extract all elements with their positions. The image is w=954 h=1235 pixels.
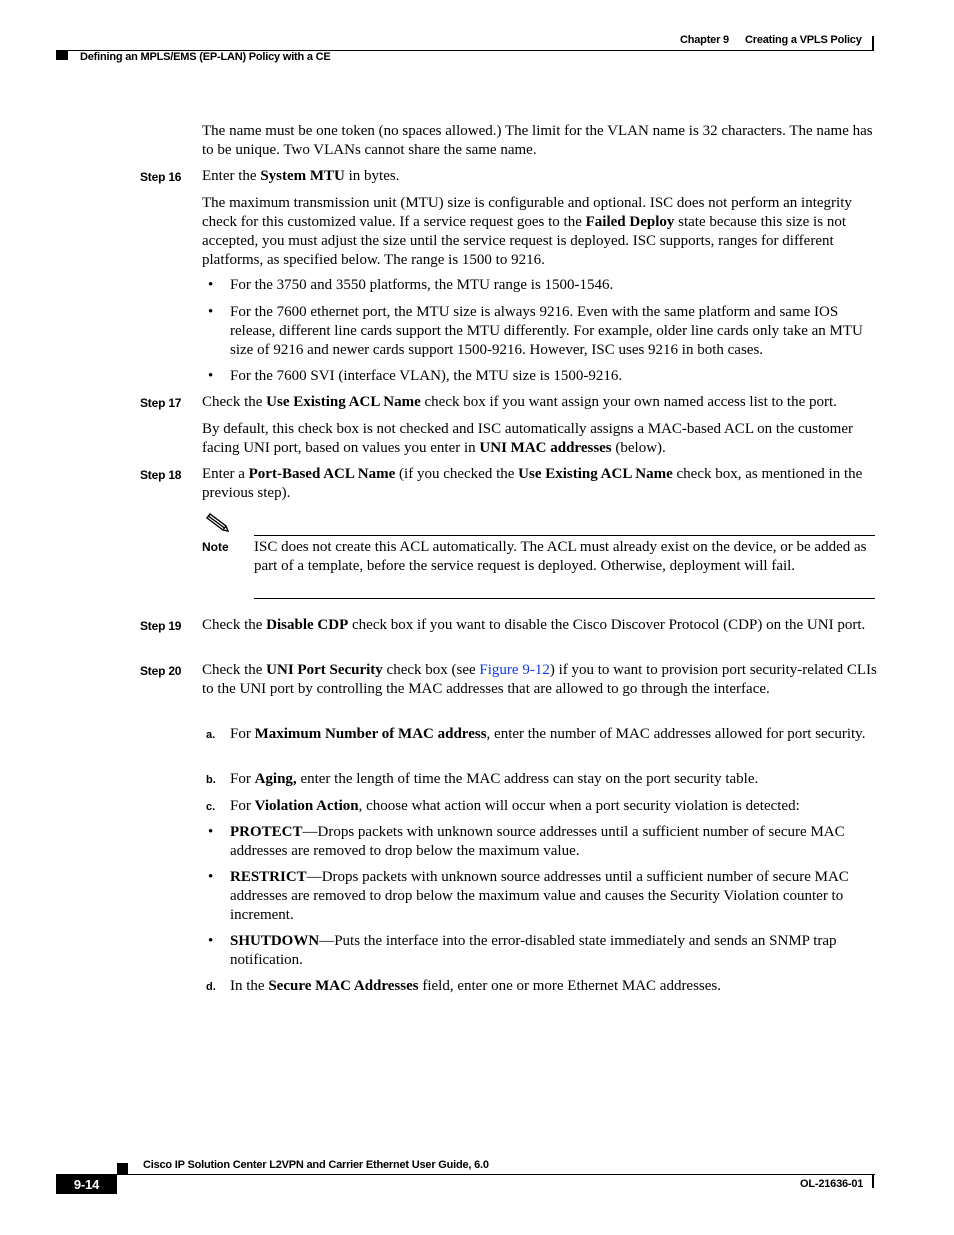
mtu-bullet-1: For the 3750 and 3550 platforms, the MTU range is 1500-1546. bbox=[230, 277, 614, 293]
intro-paragraph: The name must be one token (no spaces allowed.) The limit for the VLAN name is 32 characters. The name has to be unique. Two VLANs cannot share the same name. bbox=[202, 123, 873, 158]
step-16-instruction: Enter the System MTU in bytes. bbox=[202, 168, 400, 184]
header-chapter: Chapter 9 bbox=[680, 34, 729, 46]
footer-rule-right-tick bbox=[872, 1174, 874, 1188]
header-section: Defining an MPLS/EMS (EP-LAN) Policy with a CE bbox=[80, 51, 331, 63]
bullet-icon: • bbox=[208, 933, 214, 949]
action-shutdown: SHUTDOWN—Puts the interface into the error-disabled state immediately and sends an SNMP trap notification. bbox=[230, 933, 837, 968]
substep-c-label: c. bbox=[206, 801, 216, 813]
step-17-instruction: Check the Use Existing ACL Name check box if you want assign your own named access list to the port. bbox=[202, 394, 837, 410]
note-bottom-rule bbox=[254, 598, 875, 599]
mtu-bullet-2: For the 7600 ethernet port, the MTU size is always 9216. Even with the same platform and same IOS release, different line cards support the MTU differently. For example, older line cards only take an MTU size of 9216 and newer cards support 1500-9216. However, ISC uses 9216 in both cases. bbox=[230, 304, 863, 358]
header-chapter-title: Creating a VPLS Policy bbox=[745, 34, 862, 46]
step-16-label: Step 16 bbox=[140, 170, 182, 184]
note-top-rule bbox=[254, 535, 875, 536]
substep-b-label: b. bbox=[206, 774, 216, 786]
step-18-instruction: Enter a Port-Based ACL Name (if you checked the Use Existing ACL Name check box, as mentioned in the previous step). bbox=[202, 466, 863, 501]
step-16-paragraph: The maximum transmission unit (MTU) size is configurable and optional. ISC does not perform an integrity check for this customized value. If a service request goes to the Failed Deploy state because this size is not accepted, you must adjust the size until the service request is deployed. ISC supports, ranges for different platforms, as specified below. The range is 1500 to 9216. bbox=[202, 195, 852, 268]
note-text: ISC does not create this ACL automatically. The ACL must already exist on the device, or be added as part of a template, before the service request is deployed. Otherwise, deployment will fail. bbox=[254, 539, 867, 574]
bullet-icon: • bbox=[208, 304, 214, 320]
footer-page-number: 9-14 bbox=[73, 1177, 100, 1192]
step-20-label: Step 20 bbox=[140, 664, 182, 678]
bullet-icon: • bbox=[208, 869, 214, 885]
note-label: Note bbox=[202, 540, 229, 554]
step-19-instruction: Check the Disable CDP check box if you want to disable the Cisco Discover Protocol (CDP) on the UNI port. bbox=[202, 617, 866, 633]
action-protect: PROTECT—Drops packets with unknown source addresses until a sufficient number of secure MAC addresses are removed to drop below the maximum value. bbox=[230, 824, 845, 859]
substep-b-text: For Aging, enter the length of time the MAC address can stay on the port security table. bbox=[230, 771, 759, 787]
substep-c-text: For Violation Action, choose what action will occur when a port security violation is detected: bbox=[230, 798, 800, 814]
footer-guide-title: Cisco IP Solution Center L2VPN and Carrier Ethernet User Guide, 6.0 bbox=[143, 1159, 489, 1171]
bullet-icon: • bbox=[208, 277, 214, 293]
figure-9-12-link[interactable]: Figure 9-12 bbox=[479, 662, 550, 678]
step-20-instruction: Check the UNI Port Security check box (see Figure 9-12) if you to want to provision port security-related CLIs to the UNI port by controlling the MAC addresses that are allowed to go through the interface. bbox=[202, 662, 877, 697]
mtu-bullet-3: For the 7600 SVI (interface VLAN), the MTU size is 1500-9216. bbox=[230, 368, 623, 384]
bullet-icon: • bbox=[208, 824, 214, 840]
header-rule-right-tick bbox=[872, 36, 874, 50]
footer-doc-id: OL-21636-01 bbox=[800, 1178, 864, 1190]
step-18-label: Step 18 bbox=[140, 468, 182, 482]
substep-d-text: In the Secure MAC Addresses field, enter one or more Ethernet MAC addresses. bbox=[230, 978, 722, 994]
note-pencil-icon bbox=[203, 512, 233, 536]
substep-a-text: For Maximum Number of MAC address, enter the number of MAC addresses allowed for port security. bbox=[230, 726, 866, 742]
step-19-label: Step 19 bbox=[140, 619, 182, 633]
step-17-paragraph: By default, this check box is not checked and ISC automatically assigns a MAC-based ACL on the customer facing UNI port, based on values you enter in UNI MAC addresses (below). bbox=[202, 421, 853, 456]
substep-d-label: d. bbox=[206, 981, 216, 993]
action-restrict: RESTRICT—Drops packets with unknown source addresses until a sufficient number of secure MAC addresses are removed to drop below the maximum value and causes the Security Violation counter to increment. bbox=[230, 869, 849, 923]
substep-a-label: a. bbox=[206, 729, 216, 741]
footer-rule bbox=[117, 1174, 875, 1175]
header-block-marker bbox=[56, 51, 68, 60]
footer-block-marker bbox=[117, 1163, 128, 1174]
step-17-label: Step 17 bbox=[140, 396, 182, 410]
bullet-icon: • bbox=[208, 368, 214, 384]
